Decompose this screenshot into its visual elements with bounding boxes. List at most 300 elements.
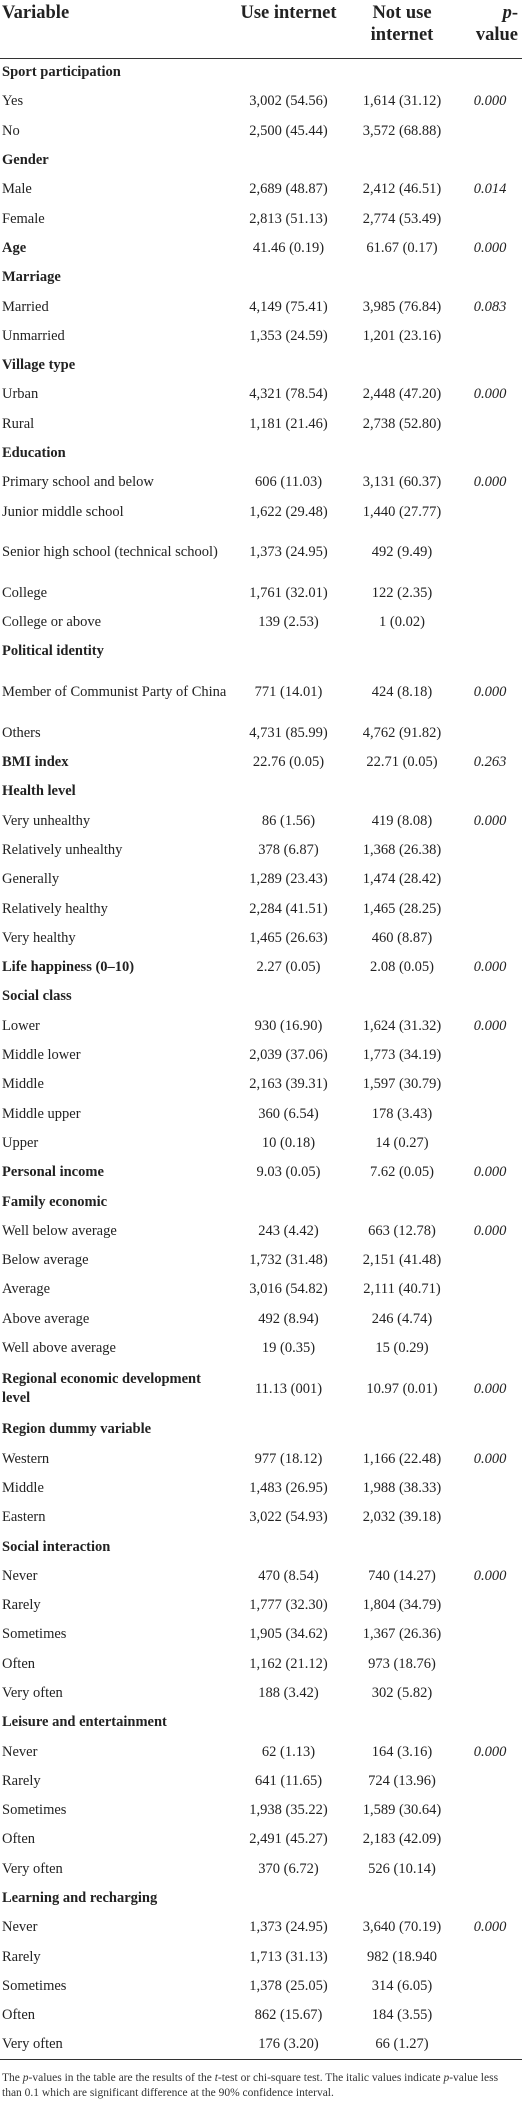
p-value-cell [458, 1972, 522, 2001]
use-internet-cell: 2,689 (48.87) [249, 181, 328, 198]
row-label: Eastern [2, 1509, 46, 1526]
row-label: Urban [2, 386, 39, 403]
use-internet-cell: 360 (6.54) [258, 1105, 319, 1122]
table-row [0, 1305, 522, 1334]
row-label: Never [2, 1743, 38, 1760]
row-label: Very unhealthy [2, 812, 91, 829]
p-value-cell [458, 579, 522, 608]
use-internet-cell: 1,905 (34.62) [249, 1626, 328, 1643]
use-internet-cell: 1,162 (21.12) [249, 1655, 328, 1672]
use-internet-cell: 188 (3.42) [258, 1684, 319, 1701]
not-use-internet-cell: 2.08 (0.05) [369, 959, 435, 976]
table-row [0, 807, 522, 836]
p-value-cell [458, 1767, 522, 1796]
p-value-cell: 0.000 [473, 812, 507, 829]
not-use-internet-cell: 663 (12.78) [368, 1222, 436, 1239]
row-label: No [2, 122, 20, 139]
use-internet-cell: 1,732 (31.48) [249, 1252, 328, 1269]
table-row [0, 1562, 522, 1591]
row-label: Rarely [2, 1948, 41, 1965]
p-value-cell [458, 982, 522, 1011]
not-use-internet-cell: 7.62 (0.05) [369, 1164, 435, 1181]
p-value-cell [458, 1532, 522, 1561]
table-section-heading [0, 748, 522, 777]
row-label: Middle lower [2, 1047, 81, 1064]
p-value-cell: 0.000 [473, 1743, 507, 1760]
p-value-cell [458, 1503, 522, 1532]
use-internet-cell: 1,181 (21.46) [249, 415, 328, 432]
row-label: Unmarried [2, 327, 65, 344]
use-internet-cell: 370 (6.72) [258, 1860, 319, 1877]
not-use-internet-cell: 1,201 (23.16) [362, 327, 442, 344]
use-internet-cell: 1,289 (23.43) [249, 871, 328, 888]
row-label: Rarely [2, 1772, 41, 1789]
p-value-cell [458, 1100, 522, 1129]
row-label: Lower [2, 1017, 40, 1034]
row-label: Age [2, 239, 27, 256]
table-row [0, 1444, 522, 1473]
row-label: Generally [2, 871, 60, 888]
use-internet-cell: 2,163 (39.31) [249, 1076, 328, 1093]
p-value-cell [458, 1679, 522, 1708]
not-use-internet-cell: 1 (0.02) [379, 614, 425, 631]
use-internet-cell: 470 (8.54) [258, 1567, 319, 1584]
not-use-internet-cell: 2,032 (39.18) [362, 1509, 442, 1526]
table-body [0, 58, 522, 2060]
p-value-cell [458, 1129, 522, 1158]
use-internet-cell: 9.03 (0.05) [256, 1164, 321, 1181]
not-use-internet-cell: 2,448 (47.20) [362, 386, 442, 403]
row-label: Relatively unhealthy [2, 841, 123, 858]
not-use-internet-cell [346, 1187, 458, 1216]
row-label: College [2, 584, 48, 601]
row-label: Upper [2, 1134, 39, 1151]
table-row [0, 667, 522, 719]
not-use-internet-cell: 740 (14.27) [368, 1567, 436, 1584]
table-row [0, 117, 522, 146]
not-use-internet-cell: 1,589 (30.64) [362, 1802, 442, 1819]
p-value-cell: 0.083 [473, 298, 507, 315]
p-value-cell [458, 1305, 522, 1334]
row-label: Married [2, 298, 49, 315]
table-row [0, 719, 522, 748]
row-label: Family economic [2, 1193, 108, 1210]
header-p-value: p-value [458, 0, 522, 58]
table-section-heading [0, 1708, 522, 1737]
p-value-cell [458, 1796, 522, 1825]
use-internet-cell: 771 (14.01) [254, 684, 323, 701]
not-use-internet-cell [346, 637, 458, 666]
table-row [0, 1737, 522, 1766]
p-value-cell [458, 1275, 522, 1304]
row-label: Health level [2, 783, 76, 800]
use-internet-cell: 1,373 (24.95) [249, 544, 328, 561]
use-internet-cell: 10 (0.18) [261, 1134, 316, 1151]
table-row [0, 380, 522, 409]
p-value-cell [458, 497, 522, 526]
header-use-internet: Use internet [231, 0, 346, 58]
use-internet-cell: 22.76 (0.05) [252, 754, 325, 771]
row-label: Middle [2, 1076, 44, 1093]
use-internet-cell: 86 (1.56) [261, 812, 316, 829]
table-row [0, 410, 522, 439]
p-value-cell: 0.000 [473, 1164, 507, 1181]
table-row [0, 865, 522, 894]
p-value-cell [458, 322, 522, 351]
not-use-internet-cell: 1,988 (38.33) [362, 1479, 442, 1496]
not-use-internet-cell [346, 146, 458, 175]
use-internet-cell [231, 58, 346, 87]
p-value-cell [458, 1855, 522, 1884]
row-label: Leisure and entertainment [2, 1714, 167, 1731]
table-section-heading [0, 1884, 522, 1913]
p-value-cell: 0.000 [473, 684, 507, 701]
p-value-cell [458, 1070, 522, 1099]
not-use-internet-cell: 3,985 (76.84) [362, 298, 442, 315]
p-value-cell [458, 637, 522, 666]
p-value-cell [458, 410, 522, 439]
use-internet-cell: 41.46 (0.19) [252, 239, 325, 256]
row-label: Male [2, 181, 32, 198]
p-value-cell [458, 894, 522, 923]
row-label: Very often [2, 1860, 63, 1877]
use-internet-cell: 3,002 (54.56) [249, 93, 328, 110]
p-value-cell [458, 146, 522, 175]
table-row [0, 322, 522, 351]
row-label: Very often [2, 1684, 63, 1701]
use-internet-cell: 2,813 (51.13) [249, 210, 328, 227]
not-use-internet-cell: 2,774 (53.49) [362, 210, 442, 227]
table-section-heading [0, 777, 522, 806]
table-row [0, 924, 522, 953]
p-value-cell: 0.000 [473, 959, 507, 976]
p-value-cell: 0.000 [473, 1380, 507, 1397]
row-label: Village type [2, 357, 76, 374]
use-internet-cell: 62 (1.13) [261, 1743, 316, 1760]
use-internet-cell: 2,039 (37.06) [249, 1047, 328, 1064]
p-value-cell: 0.000 [473, 386, 507, 403]
p-value-cell [458, 204, 522, 233]
row-label: Above average [2, 1310, 90, 1327]
row-label: Very healthy [2, 929, 76, 946]
not-use-internet-cell: 164 (3.16) [371, 1743, 433, 1760]
not-use-internet-cell: 302 (5.82) [371, 1684, 433, 1701]
table-row [0, 1275, 522, 1304]
table-section-heading [0, 263, 522, 292]
row-label: Rural [2, 415, 35, 432]
table-row [0, 1796, 522, 1825]
table-section-heading [0, 953, 522, 982]
not-use-internet-cell: 1,773 (34.19) [362, 1047, 442, 1064]
p-value-cell [458, 1708, 522, 1737]
use-internet-cell: 1,353 (24.59) [249, 327, 328, 344]
use-internet-cell [231, 1884, 346, 1913]
not-use-internet-cell: 1,465 (28.25) [362, 900, 442, 917]
row-label: Well below average [2, 1222, 117, 1239]
row-label: Education [2, 445, 66, 461]
row-label: Member of Communist Party of China [2, 684, 227, 701]
use-internet-cell: 3,016 (54.82) [249, 1281, 328, 1298]
row-label: Sometimes [2, 1626, 67, 1643]
use-internet-cell [231, 1415, 346, 1444]
row-label: Often [2, 1831, 36, 1848]
row-label: Marriage [2, 269, 61, 286]
row-label: Western [2, 1450, 50, 1467]
table-section-heading [0, 234, 522, 263]
p-value-cell [458, 777, 522, 806]
p-value-cell: 0.000 [473, 474, 507, 491]
not-use-internet-cell: 3,131 (60.37) [362, 474, 442, 491]
table-section-heading [0, 351, 522, 380]
table-section-heading [0, 1415, 522, 1444]
row-label: Often [2, 2007, 36, 2024]
use-internet-cell: 1,483 (26.95) [249, 1479, 328, 1496]
row-label: Primary school and below [2, 474, 154, 491]
table-row [0, 894, 522, 923]
use-internet-cell: 4,149 (75.41) [249, 298, 328, 315]
use-internet-cell [231, 351, 346, 380]
not-use-internet-cell: 2,412 (46.51) [362, 181, 442, 198]
p-value-cell [458, 439, 522, 468]
not-use-internet-cell: 66 (1.27) [346, 2030, 458, 2059]
row-label: Political identity [2, 643, 104, 660]
table-row [0, 1474, 522, 1503]
row-label: Middle [2, 1479, 44, 1496]
not-use-internet-cell: 22.71 (0.05) [366, 754, 438, 771]
use-internet-cell: 4,731 (85.99) [249, 724, 328, 741]
p-value-cell [458, 1591, 522, 1620]
table-section-heading [0, 1363, 522, 1415]
row-label: BMI index [2, 754, 69, 771]
not-use-internet-cell: 973 (18.76) [368, 1655, 436, 1672]
p-value-cell [458, 1884, 522, 1913]
not-use-internet-cell: 4,762 (91.82) [362, 724, 442, 741]
not-use-internet-cell: 1,166 (22.48) [362, 1450, 442, 1467]
p-value-cell [458, 2030, 522, 2059]
row-label: Personal income [2, 1164, 104, 1181]
p-value-cell [458, 351, 522, 380]
table-row [0, 836, 522, 865]
row-label: Sometimes [2, 1977, 67, 1994]
table-section-heading [0, 1187, 522, 1216]
use-internet-cell: 977 (18.12) [254, 1450, 323, 1467]
table-row [0, 175, 522, 204]
use-internet-cell: 606 (11.03) [254, 474, 323, 491]
not-use-internet-cell: 2,151 (41.48) [362, 1252, 442, 1269]
table-row [0, 1913, 522, 1942]
row-label: College or above [2, 614, 102, 631]
table-row [0, 1650, 522, 1679]
row-label: Sometimes [2, 1802, 67, 1819]
table-row [0, 204, 522, 233]
table-section-heading [0, 439, 522, 468]
p-value-cell [458, 527, 522, 579]
use-internet-cell: 378 (6.87) [258, 841, 319, 858]
row-label: Female [2, 210, 45, 227]
table-row [0, 1679, 522, 1708]
use-internet-cell: 1,761 (32.01) [249, 584, 328, 601]
row-label: Average [2, 1281, 51, 1298]
table-row [0, 1217, 522, 1246]
use-internet-cell: 19 (0.35) [261, 1340, 316, 1357]
not-use-internet-cell: 10.97 (0.01) [366, 1380, 438, 1397]
not-use-internet-cell: 61.67 (0.17) [366, 239, 438, 256]
use-internet-cell [231, 1532, 346, 1561]
p-value-cell [458, 865, 522, 894]
table-section-heading [0, 58, 522, 87]
not-use-internet-cell: 724 (13.96) [368, 1772, 436, 1789]
use-internet-cell: 243 (4.42) [258, 1222, 319, 1239]
not-use-internet-cell [346, 351, 458, 380]
not-use-internet-cell: 15 (0.29) [375, 1340, 429, 1357]
use-internet-cell [231, 439, 346, 468]
not-use-internet-cell: 178 (3.43) [371, 1105, 433, 1122]
not-use-internet-cell [346, 1884, 458, 1913]
not-use-internet-cell: 314 (6.05) [371, 1977, 433, 1994]
row-label: Below average [2, 1252, 89, 1269]
use-internet-cell [231, 982, 346, 1011]
p-value-cell [458, 608, 522, 637]
p-value-cell [458, 1334, 522, 1363]
header-row [0, 0, 522, 58]
use-internet-cell: 139 (2.53) [258, 614, 319, 631]
use-internet-cell: 2.27 (0.05) [256, 959, 321, 976]
p-value-cell: 0.000 [473, 1222, 507, 1239]
table-row [0, 1246, 522, 1275]
use-internet-cell: 930 (16.90) [254, 1017, 323, 1034]
use-internet-cell: 1,938 (35.22) [249, 1802, 328, 1819]
p-value-cell [458, 58, 522, 87]
use-internet-cell [231, 263, 346, 292]
row-label: Relatively healthy [2, 900, 108, 917]
p-value-cell: 0.000 [473, 93, 507, 110]
p-value-cell [458, 1825, 522, 1854]
p-value-cell [458, 2001, 522, 2030]
use-internet-cell: 492 (8.94) [258, 1310, 319, 1327]
row-label: Social interaction [2, 1538, 111, 1555]
table-row [0, 292, 522, 321]
p-value-cell [458, 1474, 522, 1503]
not-use-internet-cell: 1,367 (26.36) [362, 1626, 442, 1643]
table-row [0, 1041, 522, 1070]
use-internet-cell: 2,500 (45.44) [249, 122, 328, 139]
use-internet-cell [231, 146, 346, 175]
row-label: Learning and recharging [2, 1890, 158, 1907]
table-row [0, 1825, 522, 1854]
not-use-internet-cell [346, 263, 458, 292]
not-use-internet-cell: 982 (18.940 [366, 1948, 438, 1965]
table-section-heading [0, 1532, 522, 1561]
table-section-heading [0, 982, 522, 1011]
row-label: Often [2, 1655, 36, 1672]
row-label: Yes [2, 93, 24, 110]
p-value-cell [458, 1650, 522, 1679]
p-value-cell [458, 1246, 522, 1275]
p-value-cell [458, 719, 522, 748]
use-internet-cell: 11.13 (001) [254, 1380, 323, 1397]
not-use-internet-cell: 14 (0.27) [375, 1134, 429, 1151]
table-row [0, 1972, 522, 2001]
not-use-internet-cell: 1,597 (30.79) [362, 1076, 442, 1093]
not-use-internet-cell: 424 (8.18) [371, 684, 433, 701]
table-footnote: The p-values in the table are the results of the t-test or chi-square test. The italic values indicate p-value less than 0.1 which are significant difference at the 90% confidence interval. [2, 2072, 499, 2099]
not-use-internet-cell [346, 1532, 458, 1561]
header-variable: Variable [0, 0, 231, 58]
table-row [0, 1767, 522, 1796]
row-label: Sport participation [2, 64, 121, 81]
p-value-cell: 0.263 [473, 754, 507, 771]
row-label: Others [2, 724, 41, 741]
table-row [0, 1855, 522, 1884]
row-label: Social class [2, 988, 72, 1005]
p-value-cell [458, 836, 522, 865]
table-row [0, 1129, 522, 1158]
not-use-internet-cell: 526 (10.14) [368, 1860, 436, 1877]
not-use-internet-cell: 492 (9.49) [371, 544, 433, 561]
p-value-cell: 0.000 [473, 239, 507, 256]
not-use-internet-cell: 3,572 (68.88) [362, 122, 442, 139]
use-internet-cell: 1,622 (29.48) [249, 503, 328, 520]
p-value-cell [458, 1041, 522, 1070]
p-value-cell: 0.000 [473, 1919, 507, 1936]
table-row [0, 1070, 522, 1099]
table-section-heading [0, 637, 522, 666]
table-row [0, 1100, 522, 1129]
use-internet-cell: 2,491 (45.27) [249, 1831, 328, 1848]
table-row [0, 608, 522, 637]
not-use-internet-cell [346, 58, 458, 87]
table-row [0, 1943, 522, 1972]
table-row [0, 1503, 522, 1532]
table-row [0, 1012, 522, 1041]
table-row [0, 2001, 522, 2030]
not-use-internet-cell: 1,624 (31.32) [362, 1017, 442, 1034]
table-row [0, 1334, 522, 1363]
use-internet-cell: 1,373 (24.95) [249, 1919, 328, 1936]
table-row [0, 87, 522, 116]
table-section-heading [0, 1158, 522, 1187]
row-label: Well above average [2, 1340, 116, 1357]
not-use-internet-cell [346, 439, 458, 468]
row-label: Region dummy variable [2, 1421, 152, 1438]
use-internet-cell [231, 637, 346, 666]
table-section-heading [0, 146, 522, 175]
table-row [0, 2030, 522, 2059]
use-internet-cell [231, 1187, 346, 1216]
row-label: Never [2, 1567, 38, 1584]
not-use-internet-cell: 2,183 (42.09) [362, 1831, 442, 1848]
not-use-internet-cell: 1,440 (27.77) [362, 503, 442, 520]
not-use-internet-cell: 419 (8.08) [371, 812, 433, 829]
table-row [0, 527, 522, 579]
row-label: Junior middle school [2, 503, 124, 520]
not-use-internet-cell: 1,614 (31.12) [362, 93, 442, 110]
use-internet-cell: 1,713 (31.13) [249, 1948, 328, 1965]
not-use-internet-cell [346, 1708, 458, 1737]
use-internet-cell: 862 (15.67) [254, 2007, 323, 2024]
not-use-internet-cell: 2,111 (40.71) [363, 1281, 441, 1298]
row-label: Life happiness (0–10) [2, 959, 135, 976]
not-use-internet-cell [346, 1415, 458, 1444]
p-value-cell: 0.000 [473, 1017, 507, 1034]
row-label: Gender [2, 152, 49, 169]
table-row [0, 497, 522, 526]
row-label: Rarely [2, 1597, 41, 1614]
table-row [0, 1591, 522, 1620]
not-use-internet-cell: 246 (4.74) [371, 1310, 433, 1327]
not-use-internet-cell: 122 (2.35) [371, 584, 433, 601]
use-internet-cell: 1,465 (26.63) [249, 929, 328, 946]
